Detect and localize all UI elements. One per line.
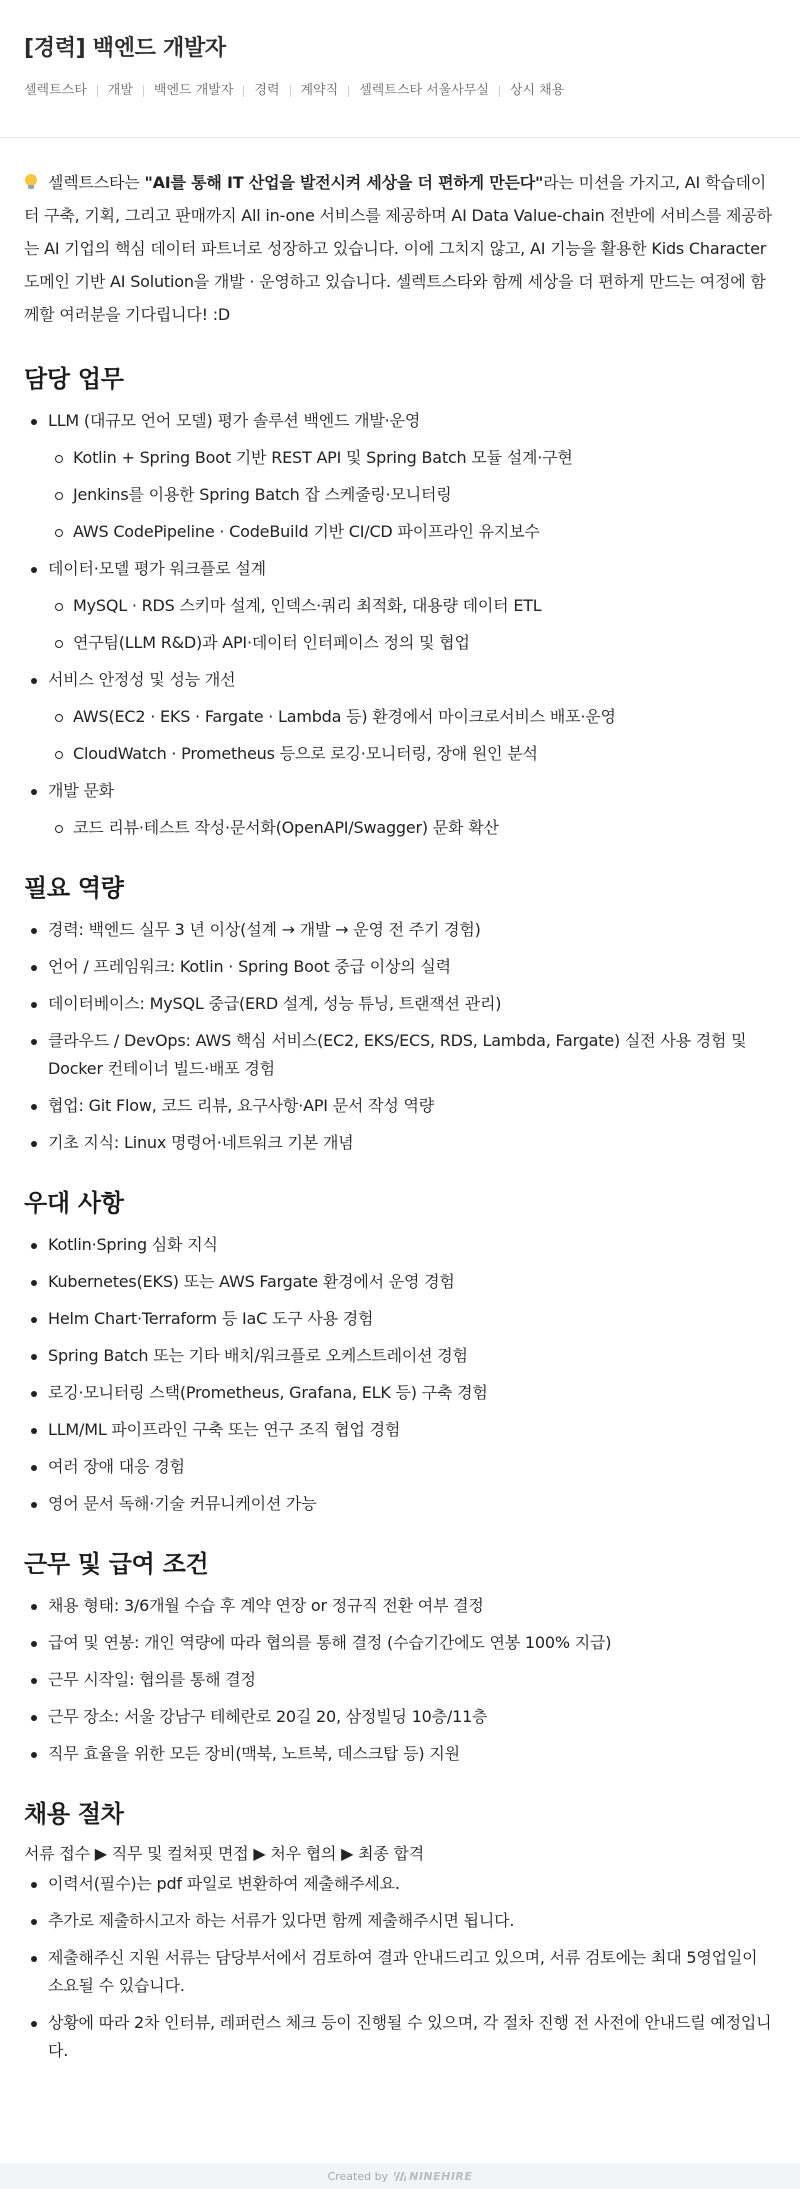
list-item: 협업: Git Flow, 코드 리뷰, 요구사항·API 문서 작성 역량	[24, 1092, 776, 1120]
list-item: 근무 시작일: 협의를 통해 결정	[24, 1666, 776, 1694]
job-tag: 계약직	[280, 82, 339, 100]
requirements-list	[24, 916, 776, 1157]
intro-prefix: 셀렉트스타는	[48, 173, 145, 192]
list-item: 로깅·모니터링 스택(Prometheus, Grafana, ELK 등) 구축 경험	[24, 1379, 776, 1407]
job-tag: 백엔드 개발자	[133, 82, 233, 100]
duty-group	[24, 555, 776, 657]
duty-subitems	[48, 703, 776, 768]
footer	[0, 2163, 800, 2189]
ninehire-mark-icon	[394, 2172, 406, 2181]
lightbulb-icon	[24, 174, 38, 190]
section-title-conditions: 근무 및 급여 조건	[24, 1550, 209, 1578]
list-item: 코드 리뷰·테스트 작성·문서화(OpenAPI/Swagger) 문화 확산	[48, 814, 776, 842]
list-item: 상황에 따라 2차 인터뷰, 레퍼런스 체크 등이 진행될 수 있으며, 각 절차 진행 전 사전에 안내드릴 예정입니다.	[24, 2009, 776, 2065]
duties-list	[24, 407, 776, 842]
posting-header	[0, 0, 800, 138]
list-item: 직무 효율을 위한 모든 장비(맥북, 노트북, 데스크탑 등) 지원	[24, 1740, 776, 1768]
list-item: AWS CodePipeline · CodeBuild 기반 CI/CD 파이프라인 유지보수	[48, 518, 776, 546]
list-item: 클라우드 / DevOps: AWS 핵심 서비스(EC2, EKS/ECS, RDS, Lambda, Fargate) 실전 사용 경험 및 Docker 컨테이너 빌드·배포 경험	[24, 1027, 776, 1083]
duty-group	[24, 666, 776, 768]
list-item: 데이터베이스: MySQL 중급(ERD 설계, 성능 튜닝, 트랜잭션 관리)	[24, 990, 776, 1018]
job-tag: 상시 채용	[489, 82, 564, 100]
footer-brand: NINEHIRE	[409, 2169, 473, 2183]
list-item: Helm Chart·Terraform 등 IaC 도구 사용 경험	[24, 1305, 776, 1333]
list-item: 기초 지식: Linux 명령어·네트워크 기본 개념	[24, 1129, 776, 1157]
section-title-process: 채용 절차	[24, 1800, 124, 1828]
job-tag: 경력	[233, 82, 279, 100]
list-item: 영어 문서 독해·기술 커뮤니케이션 가능	[24, 1490, 776, 1518]
duty-subitems	[48, 814, 776, 842]
list-item: Spring Batch 또는 기타 배치/워크플로 오케스트레이션 경험	[24, 1342, 776, 1370]
list-item: LLM/ML 파이프라인 구축 또는 연구 조직 협업 경험	[24, 1416, 776, 1444]
intro-mission: "AI를 통해 IT 산업을 발전시켜 세상을 더 편하게 만든다"	[144, 173, 544, 192]
section-title-requirements: 필요 역량	[24, 874, 124, 902]
list-item: Kubernetes(EKS) 또는 AWS Fargate 환경에서 운영 경험	[24, 1268, 776, 1296]
page-title: [경력] 백엔드 개발자	[24, 36, 226, 61]
list-item: AWS(EC2 · EKS · Fargate · Lambda 등) 환경에서 마이크로서비스 배포·운영	[48, 703, 776, 731]
section-conditions	[24, 1548, 776, 1768]
conditions-list	[24, 1592, 776, 1768]
list-item: CloudWatch · Prometheus 등으로 로깅·모니터링, 장애 원인 분석	[48, 740, 776, 768]
duty-subitems	[48, 592, 776, 657]
job-tag: 셀렉트스타 서울사무실	[338, 82, 489, 100]
list-item: 채용 형태: 3/6개월 수습 후 계약 연장 or 정규직 전환 여부 결정	[24, 1592, 776, 1620]
section-title-preferred: 우대 사항	[24, 1189, 124, 1217]
duty-group-label: 개발 문화	[48, 781, 114, 800]
process-flow: 서류 접수 ▶ 직무 및 컬쳐핏 면접 ▶ 처우 협의 ▶ 최종 합격	[24, 1844, 425, 1863]
list-item: 급여 및 연봉: 개인 역량에 따라 협의를 통해 결정 (수습기간에도 연봉 100% 지급)	[24, 1629, 776, 1657]
section-title-duties: 담당 업무	[24, 365, 124, 393]
list-item: 제출해주신 지원 서류는 담당부서에서 검토하여 결과 안내드리고 있으며, 서류 검토에는 최대 5영업일이 소요될 수 있습니다.	[24, 1944, 776, 2000]
duty-group-label: 서비스 안정성 및 성능 개선	[48, 670, 236, 689]
duty-group	[24, 407, 776, 546]
list-item: MySQL · RDS 스키마 설계, 인덱스·쿼리 최적화, 대용량 데이터 ETL	[48, 592, 776, 620]
duty-subitems	[48, 444, 776, 546]
section-preferred	[24, 1187, 776, 1518]
list-item: 이력서(필수)는 pdf 파일로 변환하여 제출해주세요.	[24, 1870, 776, 1898]
duty-group-label: LLM (대규모 언어 모델) 평가 솔루션 백엔드 개발·운영	[48, 411, 421, 430]
list-item: Kotlin + Spring Boot 기반 REST API 및 Spring Batch 모듈 설계·구현	[48, 444, 776, 472]
intro-paragraph	[24, 166, 776, 331]
list-item: Jenkins를 이용한 Spring Batch 잡 스케줄링·모니터링	[48, 481, 776, 509]
list-item: 근무 장소: 서울 강남구 테헤란로 20길 20, 삼정빌딩 10층/11층	[24, 1703, 776, 1731]
job-tag: 셀렉트스타	[24, 83, 87, 98]
preferred-list	[24, 1231, 776, 1518]
duty-group	[24, 777, 776, 842]
list-item: Kotlin·Spring 심화 지식	[24, 1231, 776, 1259]
list-item: 연구팀(LLM R&D)과 API·데이터 인터페이스 정의 및 협업	[48, 629, 776, 657]
section-duties	[24, 363, 776, 842]
footer-created-by: Created by	[327, 2169, 389, 2183]
job-tag: 개발	[87, 82, 133, 100]
list-item: 경력: 백엔드 실무 3 년 이상(설계 → 개발 → 운영 전 주기 경험)	[24, 916, 776, 944]
section-requirements	[24, 872, 776, 1157]
job-tags	[24, 82, 776, 100]
posting-body	[0, 138, 800, 2065]
duty-group-label: 데이터·모델 평가 워크플로 설계	[48, 559, 266, 578]
list-item: 추가로 제출하시고자 하는 서류가 있다면 함께 제출해주시면 됩니다.	[24, 1907, 776, 1935]
intro-suffix: 라는 미션을 가지고, AI 학습데이터 구축, 기획, 그리고 판매까지 All in-one 서비스를 제공하며 AI Data Value-chain 전반에 서비스를 제공하는 AI 기업의 핵심 데이터 파트너로 성장하고 있습니다. 이에 그치지 않고, AI 기능을 활용한 Kids Character 도메인 기반 AI Solution을 개발 · 운영하고 있습니다. 셀렉트스타와 함께 세상을 더 편하게 만드는 여정에 함께할 여러분을 기다립니다! :D	[24, 173, 772, 324]
ninehire-logo[interactable]	[394, 2170, 472, 2183]
process-notes-list	[24, 1870, 776, 2065]
list-item: 언어 / 프레임워크: Kotlin · Spring Boot 중급 이상의 실력	[24, 953, 776, 981]
section-process	[24, 1798, 776, 2065]
list-item: 여러 장애 대응 경험	[24, 1453, 776, 1481]
